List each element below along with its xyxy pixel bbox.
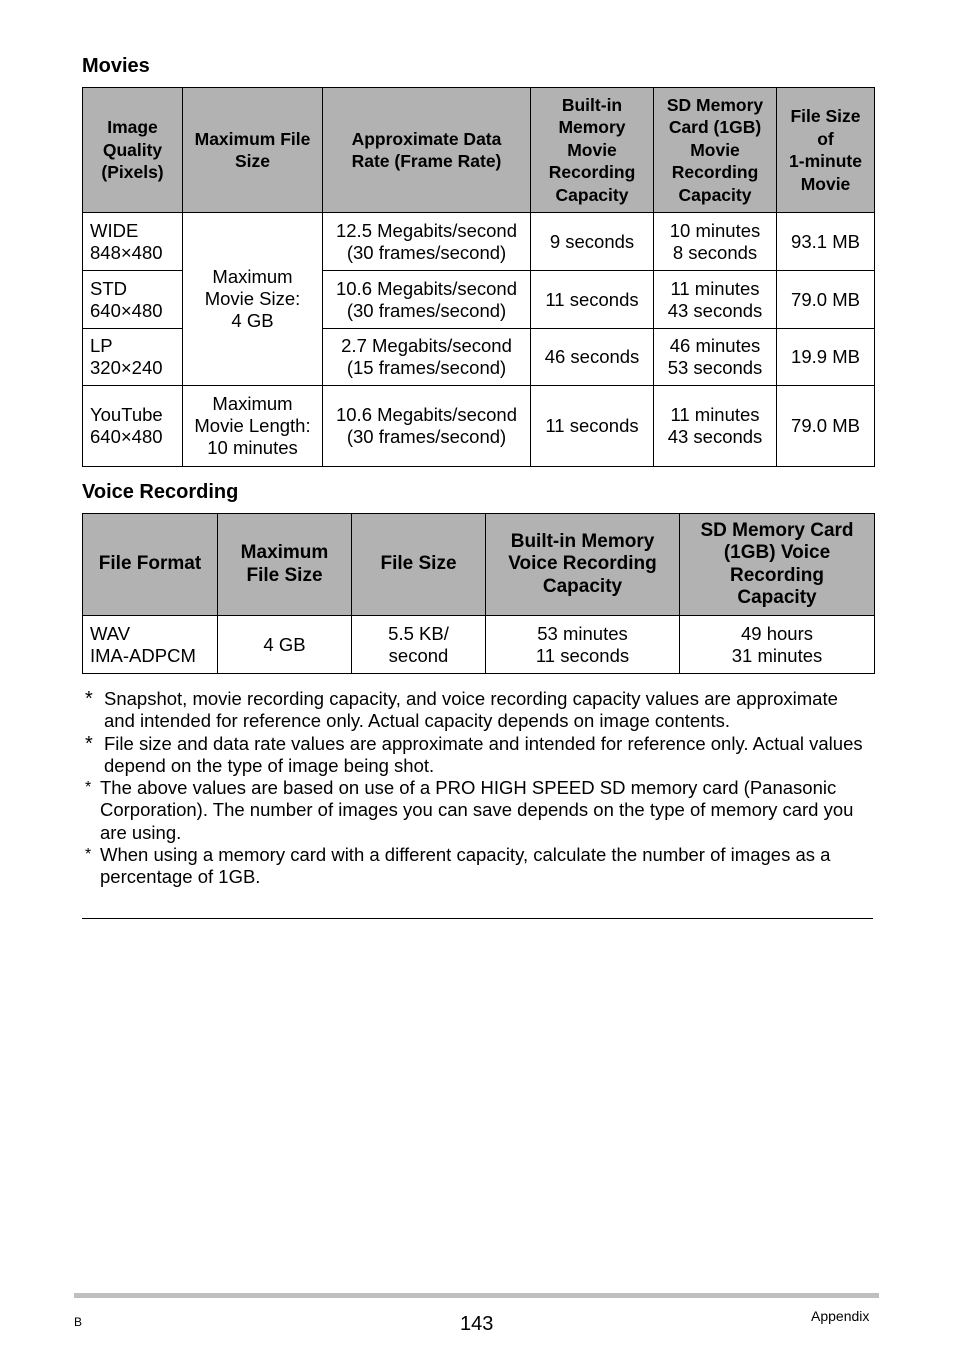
header-image-quality: Image Quality (Pixels) [83,88,183,213]
footer-language-code: B [74,1315,83,1329]
header-sd-capacity: SD Memory Card (1GB) Movie Recording Capacity [654,88,777,213]
asterisk-marker: * [85,688,93,710]
asterisk-marker: * [85,732,93,755]
header-file-size-minute: File Size of 1-minute Movie [777,88,875,213]
max-movie-length-cell: Maximum Movie Length: 10 minutes [183,386,323,467]
builtin-capacity-cell: 53 minutes 11 seconds [486,616,680,674]
builtin-capacity-cell: 9 seconds [531,213,654,271]
file-size-cell: 79.0 MB [777,386,875,467]
header-file-size: File Size [352,514,486,616]
max-movie-size-cell: Maximum Movie Size: 4 GB [183,213,323,386]
table-row [83,616,875,674]
builtin-capacity-cell: 11 seconds [531,386,654,467]
voice-header-row [83,514,875,616]
header-builtin-voice-capacity: Built-in Memory Voice Recording Capacity [486,514,680,616]
builtin-capacity-cell: 11 seconds [531,271,654,329]
asterisk-marker: * [85,779,92,797]
header-max-file-size: Maximum File Size [218,514,352,616]
movies-header-row [83,88,875,213]
header-max-file-size: Maximum File Size [183,88,323,213]
file-size-cell: 93.1 MB [777,213,875,271]
footnotes-list [82,688,872,889]
builtin-capacity-cell: 46 seconds [531,329,654,386]
file-size-cell: 19.9 MB [777,329,875,386]
table-row [83,213,875,271]
footer-divider [74,1293,879,1298]
quality-cell: WIDE 848×480 [83,213,183,271]
voice-section-title: Voice Recording [82,481,239,503]
data-rate-cell: 12.5 Megabits/second (30 frames/second) [323,213,531,271]
sd-capacity-cell: 49 hours 31 minutes [680,616,875,674]
quality-cell: STD 640×480 [83,271,183,329]
header-data-rate: Approximate Data Rate (Frame Rate) [323,88,531,213]
header-sd-voice-capacity: SD Memory Card (1GB) Voice Recording Capacity [680,514,875,616]
footnote-item: * The above values are based on use of a PRO HIGH SPEED SD memory card (Panasonic Corporation). The number of images you can save depends on the type of memory card you are using. [85,777,854,843]
data-rate-cell: 2.7 Megabits/second (15 frames/second) [323,329,531,386]
quality-cell: LP 320×240 [83,329,183,386]
file-size-cell: 5.5 KB/ second [352,616,486,674]
footer-section-name: Appendix [811,1308,870,1324]
header-file-format: File Format [83,514,218,616]
sd-capacity-cell: 10 minutes 8 seconds [654,213,777,271]
voice-recording-table [82,513,875,674]
sd-capacity-cell: 11 minutes 43 seconds [654,386,777,467]
footnote-item: * When using a memory card with a different capacity, calculate the number of images as a percentage of 1GB. [85,844,831,888]
footnote-item: * Snapshot, movie recording capacity, and voice recording capacity values are approximate and intended for reference only. Actual capacity depends on image contents. [85,688,838,732]
data-rate-cell: 10.6 Megabits/second (30 frames/second) [323,271,531,329]
table-row [83,386,875,467]
data-rate-cell: 10.6 Megabits/second (30 frames/second) [323,386,531,467]
movies-section-title: Movies [82,55,150,77]
file-format-cell: WAV IMA-ADPCM [83,616,218,674]
sd-capacity-cell: 46 minutes 53 seconds [654,329,777,386]
header-builtin-capacity: Built-in Memory Movie Recording Capacity [531,88,654,213]
page-number: 143 [460,1313,494,1335]
file-size-cell: 79.0 MB [777,271,875,329]
sd-capacity-cell: 11 minutes 43 seconds [654,271,777,329]
movies-table [82,87,875,467]
max-file-size-cell: 4 GB [218,616,352,674]
quality-cell: YouTube 640×480 [83,386,183,467]
asterisk-marker: * [85,846,92,864]
divider [82,918,873,919]
footnote-item: * File size and data rate values are approximate and intended for reference only. Actual values depend on the type of image being shot. [85,732,863,776]
